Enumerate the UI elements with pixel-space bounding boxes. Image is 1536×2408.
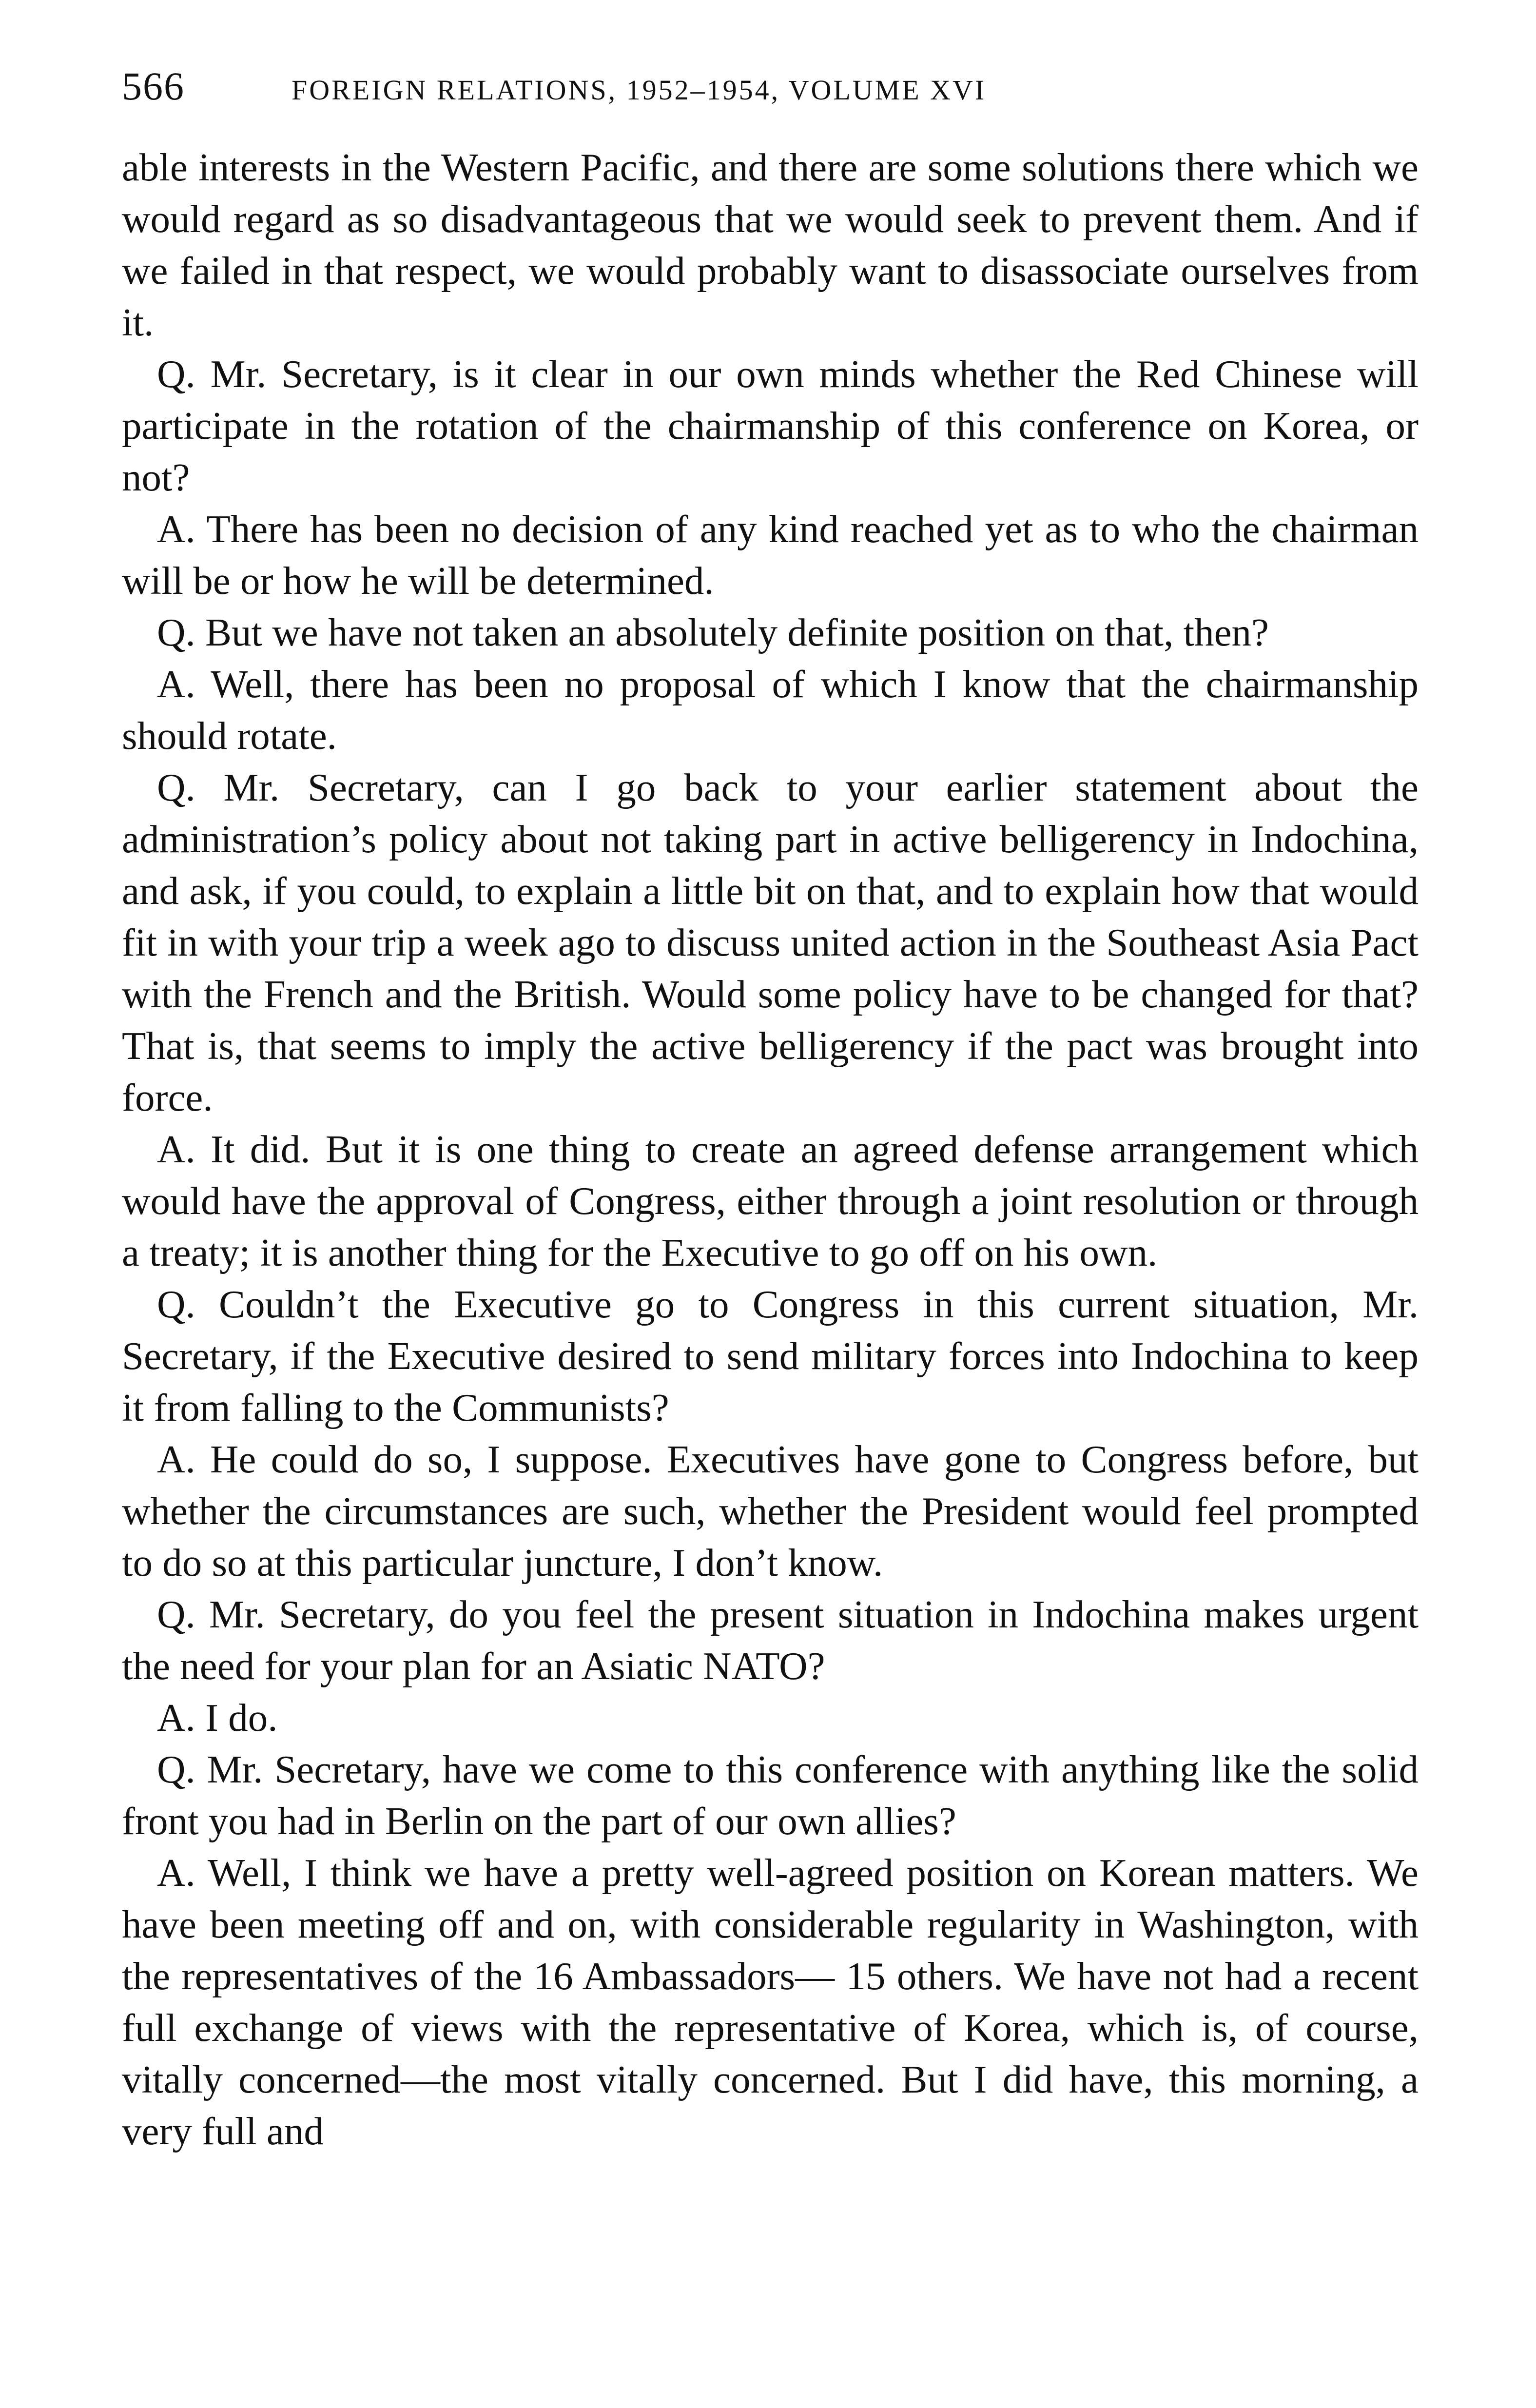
document-page [122,63,1419,2365]
paragraph-answer: A. He could do so, I suppose. Executives have gone to Congress before, but whether the circumstances are such, whether the President would feel prompted to do so at this particular juncture, I don’t know. [122,1437,1419,1585]
paragraph-continued: able interests in the Western Pacific, and there are some solutions there which we would regard as so disadvantageous that we would seek to prevent them. And if we failed in that respect, we would probably want to disassociate ourselves from it. [122,145,1419,344]
paragraph-answer: A. Well, I think we have a pretty well-agreed position on Korean matters. We have been meeting off and on, with considerable regularity in Washington, with the representatives of the 16 Ambassadors— 15 others. We have not had a recent full exchange of views with the representative of Korea, which is, of course, vitally concerned—the most vitally concerned. But I did have, this morning, a very full and [122,1851,1419,2153]
paragraph-answer: A. I do. [157,1696,278,1740]
paragraph-question: Q. But we have not taken an absolutely definite position on that, then? [157,610,1269,654]
body-text [122,141,1419,2157]
running-title: FOREIGN RELATIONS, 1952–1954, VOLUME XVI [292,74,987,106]
paragraph-question: Q. Mr. Secretary, do you feel the present situation in Indochina makes urgent the need for your plan for an Asiatic NATO? [122,1592,1419,1688]
paragraph-question: Q. Mr. Secretary, is it clear in our own minds whether the Red Chinese will participate in the rotation of the chairmanship of this conference on Korea, or not? [122,352,1419,499]
paragraph-question: Q. Couldn’t the Executive go to Congress in this current situation, Mr. Secretary, if the Executive desired to send military forces into Indochina to keep it from falling to the Communists? [122,1282,1419,1429]
paragraph-answer: A. Well, there has been no proposal of which I know that the chairmanship should rotate. [122,662,1419,758]
paragraph-answer: A. There has been no decision of any kind reached yet as to who the chairman will be or how he will be determined. [122,507,1419,603]
page-number: 566 [122,64,185,108]
paragraph-question: Q. Mr. Secretary, have we come to this conference with anything like the solid front you had in Berlin on the part of our own allies? [122,1747,1419,1843]
paragraph-answer: A. It did. But it is one thing to create an agreed defense arrangement which would have the approval of Congress, either through a joint resolution or through a treaty; it is another thing for the Executive to go off on his own. [122,1127,1419,1274]
running-head [122,63,1419,132]
paragraph-question: Q. Mr. Secretary, can I go back to your earlier statement about the administration’s policy about not taking part in active belligerency in Indochina, and ask, if you could, to explain a little bit on that, and to explain how that would fit in with your trip a week ago to discuss united action in the Southeast Asia Pact with the French and the British. Would some policy have to be changed for that? That is, that seems to imply the active belligerency if the pact was brought into force. [122,765,1419,1119]
